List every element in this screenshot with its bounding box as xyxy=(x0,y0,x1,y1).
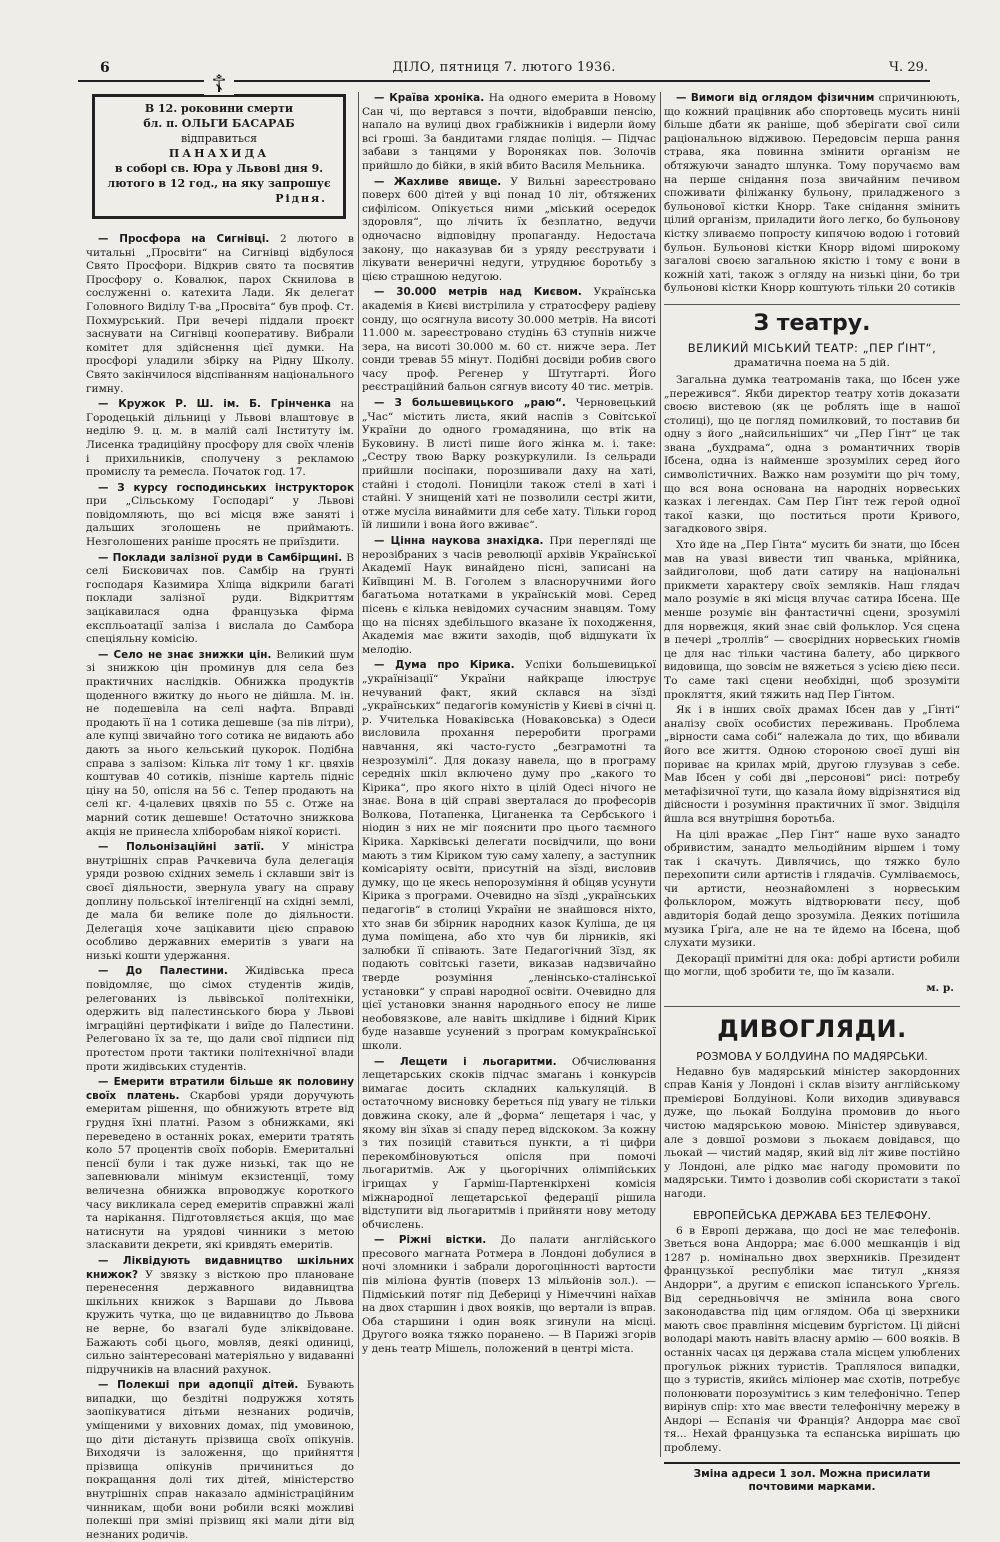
column-2 xyxy=(362,92,656,1457)
news-item xyxy=(86,482,354,550)
advert-paragraph: — Вимоги від оглядом фізичним спричинюють, що кожний працівник або спортовець мусить ниніі більше дбати як раніше, щоб зберігати свої сили раціональною відживою. Передовсім перша рання страва, яка повинна змінити організм не обтяжуючи занадто шлунка. Тому поручаємо вам на перше снідання поза звичайним печивом споживати філіжанку бульону, приладженого з бульонової кістки Кнорр. Таке снідання змінить цілий організм, приладити його легко, бо бульонову кістку зливаємо попросту кипячою водою і готовий бульон. Бульонові кістки Кнорр відомі широкому загалові своєю загальною якістю і тому є вони в кожній хаті, також з огляду на низькі ціни, бо три бульонові кістки Кнорр коштують тільки 20 сотиків xyxy=(664,92,960,295)
news-text: При перегляді ще нерозібраних з часів революції архівів Української Академії Наук винайдено пісні, записані на Київщині М. В. Гоголем з власноручними його багатьома нотатками в українській мові. Серед пісень є кілька невідомих сучасним знавцям. Тому що на піснях здебільшого вказане їх походження, Академія має вжити заходів, щоб відшукати їх мелодію. xyxy=(362,535,656,656)
obituary-notice xyxy=(92,70,346,219)
news-list xyxy=(362,92,656,1357)
news-heading: — Емерити втратили більше як половину своїх платень. xyxy=(86,1076,354,1102)
news-text: У звязку з вісткою про плановане перенесення державного видавництва шкільних книжок з Варшави до Львова кружить чутка, що це видавництво до Львова не верне, бо взагалі буде зліквідоване. Бажають собі цього, мовляв, деякі одиниці, сильно заінтересовані матеріяльно у видаванні підручників на власний рахунок. xyxy=(86,1268,354,1376)
news-item xyxy=(86,1379,354,1542)
news-heading: — З большевицького „раю“. xyxy=(374,397,566,410)
news-heading: — Жахливе явище. xyxy=(374,175,502,188)
news-item xyxy=(86,398,354,480)
review-paragraph: Як і в інших своїх драмах Ібсен дав у „Ґінті“ аналізу своїх особистих переживань. Проблема „вірности сама собі“ належала до тих, що вбивали його все життя. Одною стороною своєї душі він пориває на крилах мрій, другою глузував з себе. Мав Ібсен у собі дві „персонові“ рисі: потребу метафізичної тути, що казала йому відрізнятися від дійсности і розуміння практичних її змог. Звідціля йшла вся внутрішня боротьба. xyxy=(664,704,960,825)
news-item xyxy=(86,1255,354,1377)
issue-number: Ч. 29. xyxy=(889,60,928,75)
news-item xyxy=(86,552,354,647)
news-item xyxy=(362,176,656,285)
news-item xyxy=(86,233,354,396)
news-text: на Городецькій дільниці у Львові влаштовує в неділю 9. ц. м. в малій салі Інституту ім. Лисенка традиційну просфору для своїх членів і прихильників, сполучену з рекламою промислу та ремесла. Початок год. 17. xyxy=(86,398,354,479)
article-heading: ЕВРОПЕЙСЬКА ДЕРЖАВА БЕЗ ТЕЛЕФОНУ. xyxy=(693,1208,931,1222)
newspaper-title: ДІЛО, пятниця 7. лютого 1936. xyxy=(392,60,616,75)
news-heading: — Просфора на Сигнівці. xyxy=(98,233,270,245)
obit-line: відправиться xyxy=(180,132,258,145)
news-text: при „Сільському Господарі“ у Львові повідомляють, що всі місця вже заняті і дальших зголошень не приймають. Незголошених раніше просять не приїздити. xyxy=(86,495,354,549)
news-heading: — Дума про Кірика. xyxy=(374,659,515,672)
news-item xyxy=(362,1056,656,1233)
news-item xyxy=(362,535,656,657)
column-1 xyxy=(86,70,355,1541)
news-text: Бувають випадки, що бездітні подружжя хотять заопікуватися дітьми незнаних родичів, уміщеними у виховних домах, під умовиною, що діти дістануть прізвища своїх опікунів. Виходячи із заложення, що прийняття прізвища опікунів причиниться до покращання долі тих дітей, міністерство внутрішніх справ наказало адміністраційним чинникам, щоби вони робили всякі можливі полекші при зміні прізвищ які мали діти від незнаних родичів. xyxy=(86,1379,354,1541)
news-list xyxy=(86,233,354,1542)
news-item xyxy=(86,649,354,839)
news-text: У міністра внутрішніх справ Рачкевича була делегація уряди розвою східних земель і склавши звіт із своєї діяльности, звернула увагу на справу доплину польської інтелігенції на східні землі, де мала би велике поле до діяльности. Делегація хоче зацікавити цією справою особливо державних емеритів з уваги на низькі кошти удержання. xyxy=(86,841,354,962)
news-text: До палати англійського пресового магната Ротмера в Лондоні добулися в ночі зломники і забрали дорогоцінності вартости пів міліона фунтів (поверх 13 мільйонів зол.). — Підміський потяг під Дебериці у Німеччині наїхав на двох старшин і двох вояків, що вертали із вправ. Оба старшини і один вояк згинули на місці. Другого вояка тяжко поранено. — В Парижі згорів у день театр Мішель, положений в центрі міста. xyxy=(362,1234,656,1356)
review-paragraph: На цілі вражає „Пер Ґінт“ наше вухо занадто обривистим, занадто мельодійним віршем і тому так і скачуть. Дивлячись, що тяжко було перехопити сили артистів і глядачів. Сумліваємось, чи артисти, неознайомлені з норвеським фольклором, можуть відтворювати пєсу, щоб авдиторія бодай дещо зрозуміла. Деяких потішила музика Ґріґа, але не на те йдемо на Ібсена, щоб слухати музики. xyxy=(664,828,960,950)
news-heading: — Країва хроніка. xyxy=(374,92,485,104)
page-number: 6 xyxy=(100,60,110,76)
news-item xyxy=(362,92,656,174)
section-heading: З театру. xyxy=(664,304,960,337)
news-heading: — Поклади залізної руди в Самбірщині. xyxy=(98,551,343,564)
news-item xyxy=(362,659,656,1053)
news-heading: — Цінна наукова знахідка. xyxy=(374,535,544,547)
news-text: Українська академія в Києві вистрілила у стратосферу радіеву сонду, що осягнула висоту 30.000 метрів. На висоті 11.000 м. зареєстровано студінь 63 ступнів нижче зера, на висоті 30.000 м. 60 ст. нижче зера. Лет сонди тревав 55 мінут. Подібні досвіди робив свого часу проф. Регенер у Штутгарті. Його реєстраційний бальон сягнув висоту 40 тис. метрів. xyxy=(362,286,657,394)
news-heading: — Ліквідують видавництво шкільних книжок? xyxy=(86,1254,354,1281)
news-text: 2 лютого в читальні „Просвіти“ на Сигнівці відбулося Свято Просфори. Відкрив свято та посвятив Просфору о. Ковалюк, парох Скнилова в сослуженні о. катехита Лади. Як делегат Головного Виділу Т-ва „Просвіта“ був проф. Ст. Похмурський. При вечері піддали проєкт заснувати на Сигнівці кооперативу. Вибрали комітет для здійснення цієї думки. На просфорі уладили збірку на Рідну Школу. Свято закінчилося відспіванням національного гимну. xyxy=(86,233,354,395)
news-item xyxy=(86,965,354,1074)
news-heading: — Ріжні вістки. xyxy=(374,1234,487,1247)
theatre-review xyxy=(664,374,960,980)
news-heading: — Лещети і льогаритми. xyxy=(374,1055,557,1068)
obit-line: в соборі св. Юра у Львові дня 9. лютого в 12 год., на яку запрошує xyxy=(107,162,331,190)
news-heading: — Польонізаційні затії. xyxy=(98,841,265,854)
news-item xyxy=(86,1076,354,1253)
news-text: Жидівська преса повідомляє, що сімох студентів жидів, релегованих із львівської політехніки, одержить від палестинського бюра у Львові імграційні цертифікати і виїде до Палестини. Релеговано їх за те, що дали свої підписи під протестом проти тактики політехнічної влади проти жидівських студентів. xyxy=(86,965,354,1073)
news-text: У Вильні зареєстровано поверх 600 дітей у вці понад 10 літ, обтяжених сифілісом. Опікується ними „міський осередок здоровля“, що лічить їх безплатно, ведучи одночасно відповідну пропаганду. Недостача закону, що наказував би з уряду реєструвати і лікувати венеричні недуги, утруднює боротьбу з цією страшною недугою. xyxy=(362,175,656,283)
news-heading: — З курсу господинських інструкторок xyxy=(98,481,354,494)
obit-line: бл. п. ОЛЬГИ БАСАРАБ xyxy=(143,117,295,130)
news-item xyxy=(362,1234,656,1356)
news-item xyxy=(362,397,656,533)
news-heading: — 30.000 метрів над Києвом. xyxy=(374,286,582,299)
theatre-genre: драматична поема на 5 дій. xyxy=(734,356,890,369)
review-paragraph: Хто йде на „Пер Ґінта“ мусить би знати, що Ібсен мав на увазі вивести тип чванька, мрійника, зайдиголови, щоб дати сатиру на національні прикмети характеру своїх земляків. Наш глядач мало розуміє в які місця влучає сатира Ібсена. Ще менше розуміє він фантастичні сцени, зрозумілі для норвежця, який знає свій фольклор. Уся сцена в печері „троллів“ — своєрідних норвеських ґномів це для нас тільки частина балету, або цирквого видовища, що зовсім не вяжеться з усією дією пєси. То саме такі сцени необхідні, щоб зрозуміти прокляття, який тяжить над Пер Ґінтом. xyxy=(664,539,960,701)
review-paragraph: Загальна думка театроманів така, що Ібсен уже „пережився“. Якби директор театру хотів доказати своєю вистевою (як це роблять іще в нашої столиці), що це погляд помилковий, то поставив би одну з його „найсильніших“ чи „Пер Ґінт“ це так звана „бухдрама“, одна з романтичних творів Ібсена, одна із найменше зрозумілих серед його символістичних. Важко нам розуміти що річ тому, що вся вона основана на народніх норвеських казках і легендах. Сам Пер Ґінт теж герой одної такої казки, що поститься проти Кривого, загадкового звіря. xyxy=(664,373,960,536)
column-rule xyxy=(660,92,661,1457)
news-text: Черновецький „Час“ містить лиcта, який наспів з Совітської України до одного громадянина, що втік на Буковину. В листі пише його жінка м. і. таке: „Сестру твою Варку розкуркулили. Із сельради прийшли посіпаки, порозшивали даху на хаті, стайні і стодолі. Пониціли також стелі в хаті і стайні. У знищеній хаті не позволили сестрі жити, отже мусіла винаймити для себе хату. Тільки город їй лишили і вона його вживає“. xyxy=(362,397,656,532)
review-signature: м. р. xyxy=(926,982,954,995)
article-paragraph: Недавно був мадярський міністер закордонних справ Канія у Лондоні і склав візиту англійському премієрові Болдуінові. Коли виходив здивувався дуже, що льокай Болдуіна промовив до нього чистою мадярською мовою. Міністер здивувався, але з довшої розмови з льокаєм довідався, що льокай — чистий мадяр, який від літ живе постійно у Лондоні, але рідко має нагоду промовити по мадярськи. Тимто і дозволив собі скористати з такої нагоди. xyxy=(664,1065,960,1200)
news-text: Успіхи большевицької „українізації“ України найкраще ілюструє нечуваний факт, який склався на зїзді „українських“ педагогів комуністів у Києві в січні ц. р. Учителька Новаківська (Новаковська) з Одеси висловила прохання переробити програми навчання, які часто-густо „безграмотні та незрозумілі“. Для доказу навела, що в програму середніх шкіл включено думу про „какого то Кірика“, про якого ніхто в цілій Одесі нічого не знає. Вона в цій справі зверталася до професорів Волкова, Потапенка, Циганенка та Сербського і ніодин з них не міг пояснити про цього таємного Кірика. Харківські делегати посвідчили, що вони мають з тим Кіриком тую саму халепу, а заступник комісаріяту освіти, присутній на зїзді, висловив думку, що це якесь непорозуміння й обіцяв усунути Кірика з програми. Очевидно на зїзді „українських педагогів“ в столиці України не знайшовся ніхто, хто знав би збірник народних казок Куліша, де ця дума поміщена, або хто чув би лірників, які залюбки її співають. Зате Педагогічний Зїзд, як подають совітські газети, виказав надзвичайно тверде розуміння „ленінсько-сталінської установки“ у справі народної освіти. Очевидно для цієї установки знання народнього епосу не лише необовязкове, але навіть шкідливе і бідний Кірик буде назавше усунений з програм комукраїнської школи. xyxy=(362,659,656,1052)
news-heading: — Село не знає знижки цін. xyxy=(98,648,272,661)
column-3 xyxy=(664,92,960,1494)
article-paragraph: 6 в Европі держава, що досі не має телефонів. Зветься вона Андорра; має 6.000 мешканців і від 1287 р. номінально двох зверхників. Президент французької республіки має титул „князя Андорри“, а другим є епископ іспанського Урґель. Від середньовіччя не змінила вона свого законодавства під цим оглядом. Оба ці зверхники мають своє правління місцевим бургістом. Ці дійсні володарі мають навіть власну армію — 600 вояків. В останніх часах ця держава стала місцем улюблених прогульок ріжних туристів. Траплялося випадки, що з туристів, якийсь міліонер має схотів, потребує полонювати порозумітись з ким телефонічно. Тепер вирінув спір: хто має ввести телефонічну мережу в Андорі — Еспанія чи Франція? Андорра має свої тя... Нехай французька та еспанська вирішать цю проблему. xyxy=(664,1224,960,1455)
news-item xyxy=(86,841,354,963)
news-heading: — До Палестини. xyxy=(98,965,228,978)
news-heading: — Полекші при адопції дітей. xyxy=(98,1379,299,1392)
section-heading: ДИВОГЛЯДИ. xyxy=(664,1006,960,1043)
obit-signature: Рідня. xyxy=(275,192,327,205)
orthodox-cross-icon: ☦ xyxy=(204,73,234,95)
obit-line: В 12. роковини смерти xyxy=(144,102,294,115)
news-heading: — Кружок Р. Ш. ім. Б. Грінченка xyxy=(98,398,332,411)
review-paragraph: Декорації примітні для ока: добрі артисти робили що могли, щоб зробити те, що їм казали. xyxy=(664,952,960,979)
news-text: Обчислювання лещетарських скоків підчас змагань і конкурсів вимагає досить складних калькуляцій. В остаточному висновку береться під увагу не тільки довжина скоку, але й „форма“ лещетаря і час, у якому він зїхав зі спаду перед відскоком. За кожну з тих позицій ставиться пункти, а ті цифри перекомбіновуються опісля при помочі льогаритмів. Аж у цьогорічних олімпійських ігрищах у Ґарміш-Партенкірхені комісія міжнародної лещетарської федерації рішила відступити від льогаритмів і прийняти нову методу обчислень. xyxy=(362,1055,657,1231)
news-text: В селі Бисковичах пов. Самбір на ґрунті господаря Казимира Хліща відкрили багаті поклади залізної руди. Відкриттям зацікавилася одна французька фірма експльоатації заліза і вислала до Самбора спеціяльну комісію. xyxy=(86,551,354,646)
news-text: Великий шум зі знижкою цін проминув для села без практичних наслідків. Обнижка продуктів щоденного вжитку до нього не дійшла. М. ін. не подешевіла на селі нафта. Вправді продають її на 1 сотика дешевше (за пів літри), але купці звичайно того сотика не видають або дають за нього кельський цукорок. Подібна справа з залізом: Кілька літ тому 1 кг. цвяхів коштував 40 сотиків, пізніше картель підніс ціну на 50, опісля на 56 с. Тепер продають на селі кг. 4-цалевих цвяхів по 55 с. Отже на марний сотик дешевше! Остаточно знижкова акція не принесла хліборобам ніякої користі. xyxy=(86,648,354,838)
news-item xyxy=(362,286,656,395)
theatre-subheading: ВЕЛИКИЙ МІСЬКИЙ ТЕАТР: „ПЕР ҐІНТ“, xyxy=(687,340,937,355)
article-heading: РОЗМОВА У БОЛДУИНА ПО МАДЯРСЬКИ. xyxy=(696,1049,928,1063)
subscription-notice: Зміна адреси 1 зол. Можна присилати почтовими марками. xyxy=(664,1462,960,1495)
column-rule xyxy=(358,92,359,1457)
obit-line: ПАНАХИДА xyxy=(168,147,270,160)
news-text: Скарбові уряди доручують емеритам рішення, що обнижують втрете від грудня їхні платні. Разом з обнижками, які переведено в останніх роках, емерити тратять коло 57 процентів своїх поборів. Емеритальні пенсії були і так дуже низькі, так що не запевнювали мінімум екзистенції, тому величезна обнижка впроводжує короткого часу викликала серед емеритів справжні жалі та нарікання. Підготовляється акція, що має натиснути на урядові чинники з метою зласкавити декрети, які кривдять емеритів. xyxy=(86,1089,355,1252)
news-text: На одного емерита в Новому Сан чі, що вертався з почти, відобравши пенсію, напало на вулиці двох грабіжників і видерли йому всі гроші. За бандитами глядає поліція. — Підчас забави з танцями у Вороняках пов. Золочів прийшло до бійки, в якій вбито Василя Мельника. xyxy=(362,92,656,172)
